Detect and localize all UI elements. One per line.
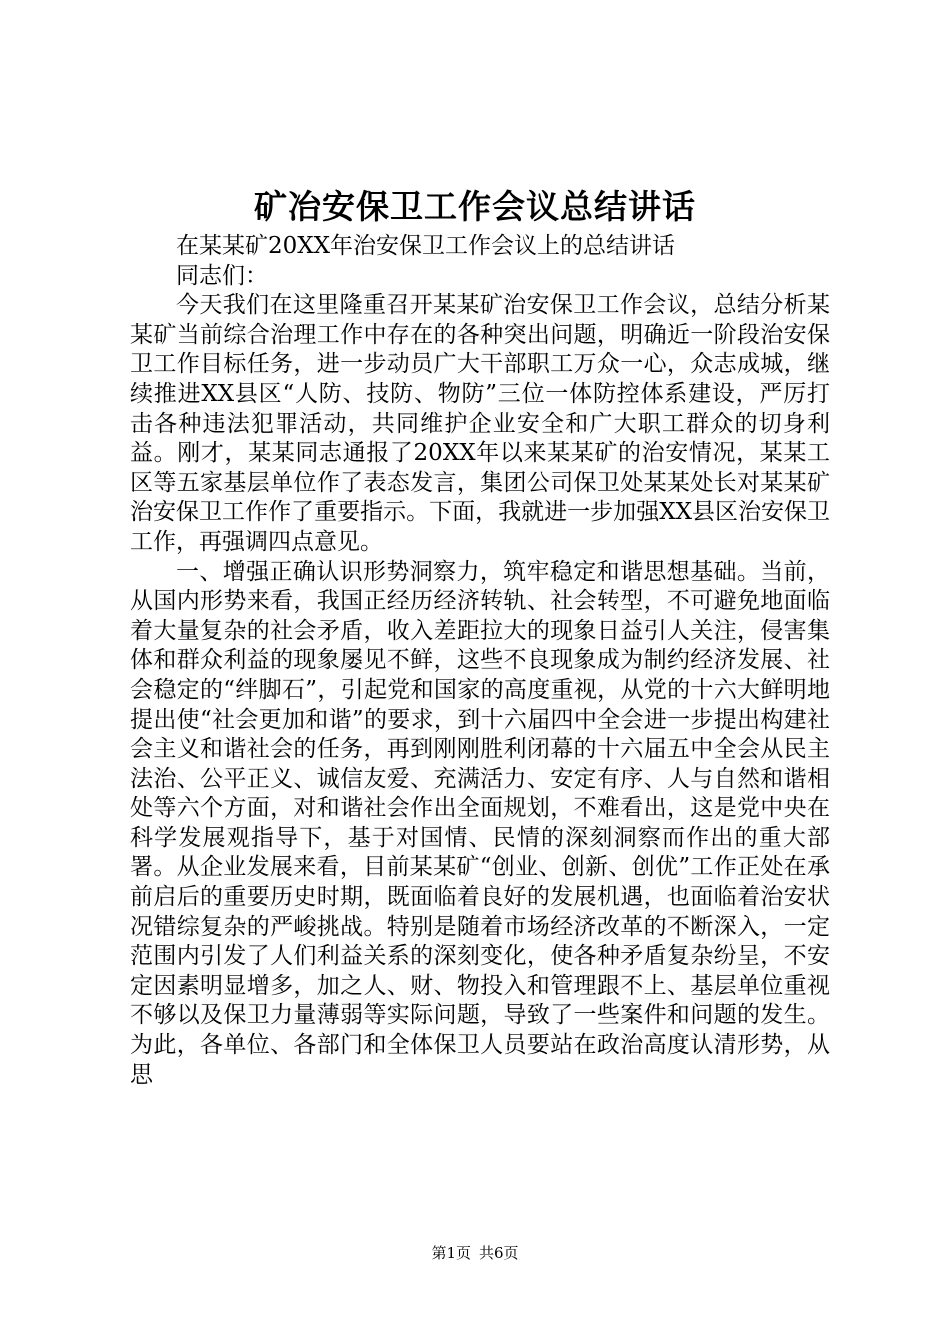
document-title: 矿冶安保卫工作会议总结讲话 (254, 187, 696, 226)
page-number: 第1页 (431, 1244, 471, 1262)
document-body (130, 232, 830, 1090)
page-footer (0, 1242, 950, 1264)
body-paragraph: 一、增强正确认识形势洞察力，筑牢稳定和谐思想基础。当前，从国内形势来看，我国正经历经济转轨、社会转型，不可避免地面临着大量复杂的社会矛盾，收入差距拉大的现象日益引人关注，侵害集体和群众利益的现象屡见不鲜，这些不良现象成为制约经济发展、社会稳定的“绊脚石”，引起党和国家的高度重视，从党的十六大鲜明地提出使“社会更加和谐”的要求，到十六届四中全会进一步提出构建社会主义和谐社会的任务，再到刚刚胜利闭幕的十六届五中全会从民主法治、公平正义、诚信友爱、充满活力、安定有序、人与自然和谐相处等六个方面，对和谐社会作出全面规划，不难看出，这是党中央在科学发展观指导下，基于对国情、民情的深刻洞察而作出的重大部署。从企业发展来看，目前某某矿“创业、创新、创优”工作正处在承前启后的重要历史时期，既面临着良好的发展机遇，也面临着治安状况错综复杂的严峻挑战。特别是随着市场经济改革的不断深入，一定范围内引发了人们利益关系的深刻变化，使各种矛盾复杂纷呈，不安定因素明显增多，加之人、财、物投入和管理跟不上、基层单位重视不够以及保卫力量薄弱等实际问题，导致了一些案件和问题的发生。为此，各单位、各部门和全体保卫人员要站在政治高度认清形势，从思 (130, 558, 830, 1088)
document-subtitle: 在某某矿20XX年治安保卫工作会议上的总结讲话 (176, 233, 676, 259)
salutation: 同志们： (176, 262, 268, 289)
page-total: 共6页 (479, 1244, 519, 1262)
body-paragraph: 今天我们在这里隆重召开某某矿治安保卫工作会议，总结分析某某矿当前综合治理工作中存在的各种突出问题，明确近一阶段治安保卫工作目标任务，进一步动员广大干部职工万众一心，众志成城，继续推进XX县区“人防、技防、物防”三位一体防控体系建设，严厉打击各种违法犯罪活动，共同维护企业安全和广大职工群众的切身利益。刚才，某某同志通报了20XX年以来某某矿的治安情况，某某工区等五家基层单位作了表态发言，集团公司保卫处某某处长对某某矿治安保卫工作作了重要指示。下面，我就进一步加强XX县区治安保卫工作，再强调四点意见。 (130, 292, 830, 555)
